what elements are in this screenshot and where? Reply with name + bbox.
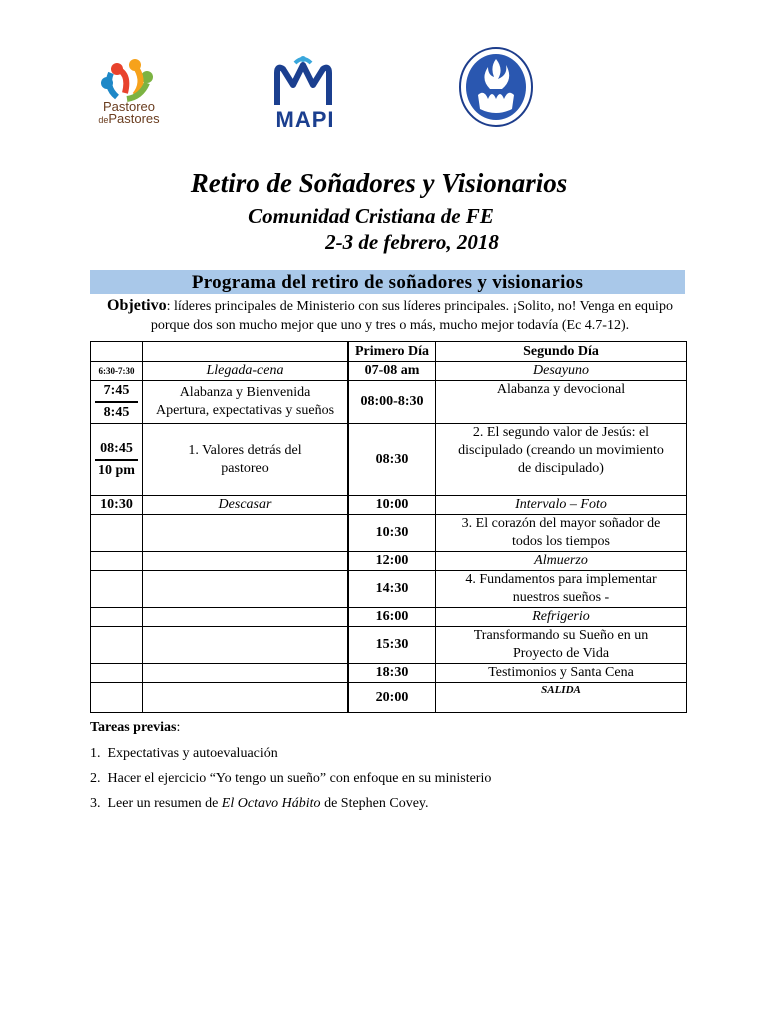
day1-activity <box>143 552 349 571</box>
day1-activity <box>143 664 349 683</box>
table-row <box>91 683 687 713</box>
activity-line: Alabanza y Bienvenida <box>179 385 311 400</box>
day2-time: 10:00 <box>348 496 436 515</box>
day2-activity <box>436 424 687 496</box>
program-title: Programa del retiro de soñadores y visionarios <box>90 270 685 294</box>
time-start: 08:45 <box>95 439 138 461</box>
day1-activity <box>143 608 349 627</box>
activity-text: 2. El segundo valor de Jesús: el discipulado (creando un movimiento de discipulado) <box>458 425 664 476</box>
tasks-heading <box>90 720 491 736</box>
time-start: 7:45 <box>95 381 138 403</box>
comunidad-seal-logo <box>458 45 536 127</box>
day2-time: 16:00 <box>348 608 436 627</box>
day2-activity <box>436 515 687 552</box>
day2-activity: Alabanza y devocional <box>436 381 687 424</box>
activity-text: 4. Fundamentos para implementar nuestros sueños - <box>465 572 657 605</box>
objective-paragraph <box>95 296 685 335</box>
church-seal-icon <box>458 45 536 127</box>
day1-activity <box>143 381 349 424</box>
time-cell <box>91 683 143 713</box>
tasks-section <box>90 720 491 821</box>
time-end: 8:45 <box>103 405 130 420</box>
day2-activity: Intervalo – Foto <box>436 496 687 515</box>
day2-activity <box>436 571 687 608</box>
table-row <box>91 627 687 664</box>
list-text: de Stephen Covey. <box>320 796 429 811</box>
pastoreo-line1: Pastoreo <box>102 99 156 114</box>
time-cell <box>91 552 143 571</box>
time-cell <box>91 424 143 496</box>
day2-time: 20:00 <box>348 683 436 713</box>
time-cell <box>91 608 143 627</box>
day1-activity: Llegada-cena <box>143 362 349 381</box>
table-row <box>91 381 687 424</box>
day2-time: 15:30 <box>348 627 436 664</box>
page-title: Retiro de Soñadores y Visionarios <box>190 168 568 198</box>
table-row <box>91 608 687 627</box>
day2-activity: Almuerzo <box>436 552 687 571</box>
day2-time: 18:30 <box>348 664 436 683</box>
time-cell <box>91 664 143 683</box>
list-text: Leer un resumen de <box>107 796 222 811</box>
list-number: 2. <box>90 771 101 786</box>
day1-activity <box>143 571 349 608</box>
list-item <box>90 796 491 812</box>
header-cell <box>143 342 349 362</box>
day1-activity: Descasar <box>143 496 349 515</box>
day2-time: 14:30 <box>348 571 436 608</box>
activity-text: 1. Valores detrás del pastoreo <box>188 442 302 476</box>
time-cell <box>91 515 143 552</box>
header-second-day: Segundo Día <box>436 342 687 362</box>
page-subtitle: Comunidad Cristiana de FE <box>248 204 494 228</box>
table-row <box>91 515 687 552</box>
day2-activity: Testimonios y Santa Cena <box>436 664 687 683</box>
day1-activity <box>143 683 349 713</box>
table-row <box>91 552 687 571</box>
activity-text: 3. El corazón del mayor soñador de todos los tiempos <box>461 516 661 549</box>
header-cell <box>91 342 143 362</box>
activity-text: Transformando su Sueño en un Proyecto de Vida <box>473 628 649 661</box>
mapi-emblem-icon <box>265 55 345 111</box>
time-cell <box>91 381 143 424</box>
objective-label: Objetivo <box>107 297 167 314</box>
table-row <box>91 571 687 608</box>
tasks-heading-colon: : <box>176 720 181 735</box>
day1-activity <box>143 515 349 552</box>
logos-row <box>0 55 768 135</box>
header-first-day: Primero Día <box>348 342 436 362</box>
table-row <box>91 496 687 515</box>
list-item <box>90 746 491 762</box>
day2-activity: Desayuno <box>436 362 687 381</box>
list-text: Hacer el ejercicio “Yo tengo un sueño” con enfoque en su ministerio <box>107 771 492 786</box>
table-header-row <box>91 342 687 362</box>
pastoreo-line2: de <box>98 115 109 125</box>
list-item <box>90 771 491 787</box>
list-number: 3. <box>90 796 101 811</box>
page-date: 2-3 de febrero, 2018 <box>325 230 499 254</box>
list-text: Expectativas y autoevaluación <box>107 746 278 761</box>
time-cell <box>91 627 143 664</box>
table-row <box>91 664 687 683</box>
day1-activity <box>143 424 349 496</box>
mapi-text: MAPI <box>275 107 335 132</box>
day1-activity <box>143 627 349 664</box>
pastoreo-logo <box>95 57 165 135</box>
schedule-table <box>90 341 687 713</box>
table-row <box>91 424 687 496</box>
day2-time: 12:00 <box>348 552 436 571</box>
day2-time: 08:00-8:30 <box>348 381 436 424</box>
day2-time: 07-08 am <box>348 362 436 381</box>
time-end: 10 pm <box>98 462 135 478</box>
day2-activity: Refrigerio <box>436 608 687 627</box>
day2-time: 10:30 <box>348 515 436 552</box>
tasks-heading-text: Tareas previas <box>90 720 177 735</box>
day2-activity <box>436 627 687 664</box>
day2-activity: SALIDA <box>436 683 687 713</box>
pastoreo-line3: Pastores <box>108 111 160 126</box>
activity-line: Apertura, expectativas y sueños <box>155 403 335 418</box>
time-cell: 6:30-7:30 <box>91 362 143 381</box>
time-cell <box>91 571 143 608</box>
time-cell: 10:30 <box>91 496 143 515</box>
mapi-logo <box>265 55 345 135</box>
book-title: El Octavo Hábito <box>221 796 321 811</box>
objective-text: : líderes principales de Ministerio con sus líderes principales. ¡Solito, no! Venga en equipo porque dos son mucho mejor que uno y tres o más, mucho mejor todavía (Ec 4.7-12). <box>150 299 673 333</box>
list-number: 1. <box>90 746 101 761</box>
table-row <box>91 362 687 381</box>
day2-time: 08:30 <box>348 424 436 496</box>
